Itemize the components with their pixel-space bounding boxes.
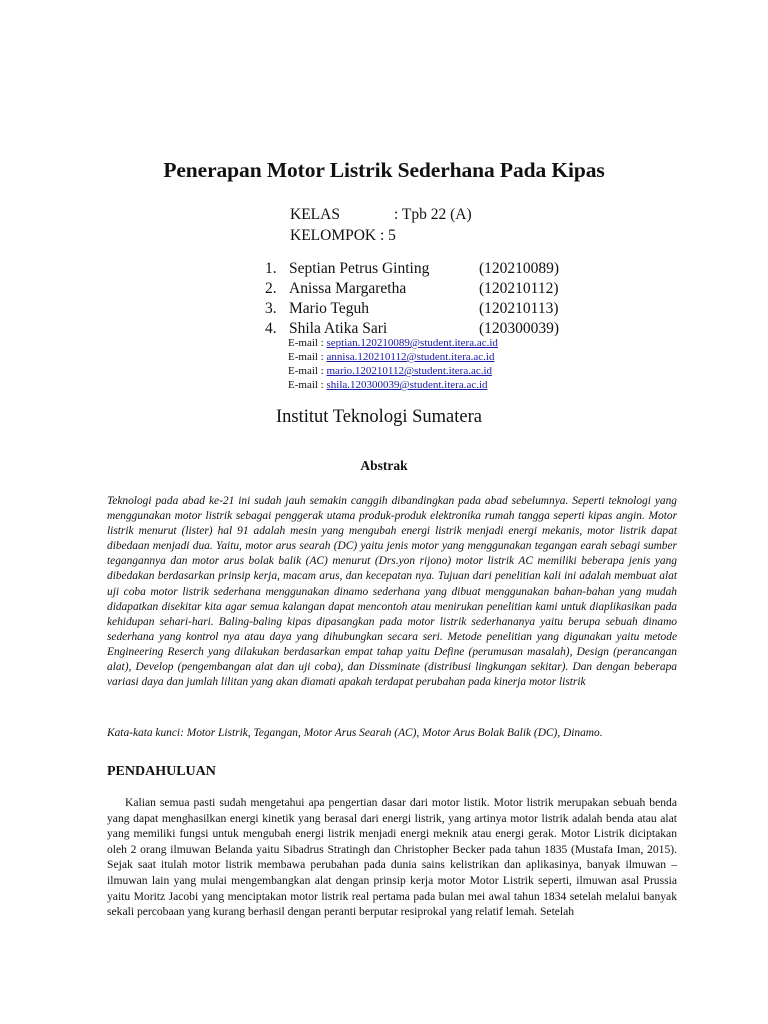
email-list — [288, 336, 498, 392]
member-number: 2. — [265, 280, 277, 297]
group-label: KELOMPOK — [290, 227, 377, 244]
email-link[interactable]: shila.120300039@student.itera.ac.id — [326, 379, 488, 391]
member-item — [265, 279, 559, 299]
email-line — [288, 378, 498, 392]
class-info — [290, 206, 472, 224]
member-id: (120210112) — [479, 280, 559, 297]
class-label: KELAS — [290, 206, 340, 223]
email-link[interactable]: annisa.120210112@student.itera.ac.id — [326, 351, 495, 363]
institution-name: Institut Teknologi Sumatera — [276, 407, 482, 427]
member-number: 4. — [265, 320, 277, 337]
abstract-text: Teknologi pada abad ke-21 ini sudah jauh semakin canggih dibandingkan pada abad sebelumnya. Seperti teknologi yang menggunakan motor listrik sebagai penggerak utama produk-produk elektronika rumah tangga seperti kipas angin. Motor listrik menurut (lister) hal 91 adalah mesin yang mengubah energi listrik menjadi energi mekanis, motor listrik dapat dibedaan menjadi dua. Yaitu, motor arus searah (DC) yaitu jenis motor yang menggunakan tegangan earah sebagi sumber tegangannya dan motor arus bolak balik (AC) menurut (Drs.yon rijono) motor listrik AC memiliki beberapa jenis yang dibedakan berdasarkan prinsip kerja, macam arus, dan kecepatan nya. Tujuan dari penelitian kali ini adalah membuat alat uji coba motor listrik sederhana menggunakan dinamo sederhana yang dibuat menggunakan bahan-bahan yang mudah didapatkan disekitar kita agar semua kalangan dapat mencontoh atau menirukan penelitian kami untuk diaplikasikan pada kehidupan sehari-hari. Baling-baling kipas dipasangkan pada motor listrik sederhananya yaitu berupa sebuah dinamo sederhana yang kontrol nya atau daya yang dihubungkan secara seri. Metode penelitian yang digunakan yaitu metode Engineering Reserch yang dilakukan berdasarkan empat tahap yaitu Define (perumusan masalah), Design (perancangan alat), Develop (pengembangan alat dan uji coba), dan Dissminate (distribusi lingkungan sekitar). Dan dengan beberapa variasi daya dan jumlah lilitan yang akan diamati apakah terdapat perubahan pada kinerja motor listrik — [107, 495, 677, 689]
member-number: 3. — [265, 300, 277, 317]
group-info — [290, 227, 396, 245]
member-name: Mario Teguh — [289, 300, 369, 317]
member-id: (120210089) — [479, 260, 560, 277]
email-link[interactable]: septian.120210089@student.itera.ac.id — [326, 337, 498, 349]
member-list — [265, 259, 559, 339]
email-label: E-mail : — [288, 365, 327, 377]
class-value: : Tpb 22 (A) — [394, 206, 472, 223]
email-line — [288, 364, 498, 378]
group-value: : 5 — [380, 227, 396, 244]
member-id: (120210113) — [479, 300, 559, 317]
member-id: (120300039) — [479, 320, 560, 337]
email-label: E-mail : — [288, 351, 327, 363]
email-link[interactable]: mario.120210112@student.itera.ac.id — [326, 365, 493, 377]
section-heading: PENDAHULUAN — [107, 764, 216, 779]
member-name: Anissa Margaretha — [289, 280, 407, 297]
intro-paragraph: Kalian semua pasti sudah mengetahui apa pengertian dasar dari motor listik. Motor listrik merupakan sebuah benda yang dapat menghasilkan energi kinetik yang berasal dari energi listrik, yang artinya motor listrik adalah benda atau alat yang memiliki fungsi untuk mengubah energi listrik menjadi energi meknik atau energi gerak. Motor Listrik diciptakan oleh 2 orang ilmuwan Belanda yaitu Sibadrus Stratingh dan Christopher Becker pada tahun 1835 (Mustafa Iman, 2015). Sejak saat itulah motor listrik membawa perubahan pada dunia sains kelistrikan dan aplikasinya, banyak ilmuwan – ilmuwan lain yang mulai mengembangkan alat dengan prinsip kerja motor Motor Listrik seperti, ilmuwan asal Prussia yaitu Moritz Jacobi yang menciptakan motor listrik real pertama pada bulan mei awal tahun 1834 setelah melalui banyak sekali percobaan yang kurang berhasil dengan peranti berputar resiprokal yang relatif lemah. Setelah — [107, 796, 677, 919]
member-item — [265, 259, 559, 279]
paper-title: Penerapan Motor Listrik Sederhana Pada Kipas — [163, 158, 605, 182]
member-item — [265, 299, 559, 319]
email-line — [288, 336, 498, 350]
email-label: E-mail : — [288, 337, 327, 349]
email-line — [288, 350, 498, 364]
keywords-line: Kata-kata kunci: Motor Listrik, Tegangan, Motor Arus Searah (AC), Motor Arus Bolak Balik (DC), Dinamo. — [107, 727, 603, 739]
abstract-heading: Abstrak — [360, 458, 408, 473]
member-number: 1. — [265, 260, 277, 277]
member-name: Septian Petrus Ginting — [289, 260, 430, 277]
member-name: Shila Atika Sari — [289, 320, 388, 337]
email-label: E-mail : — [288, 379, 327, 391]
